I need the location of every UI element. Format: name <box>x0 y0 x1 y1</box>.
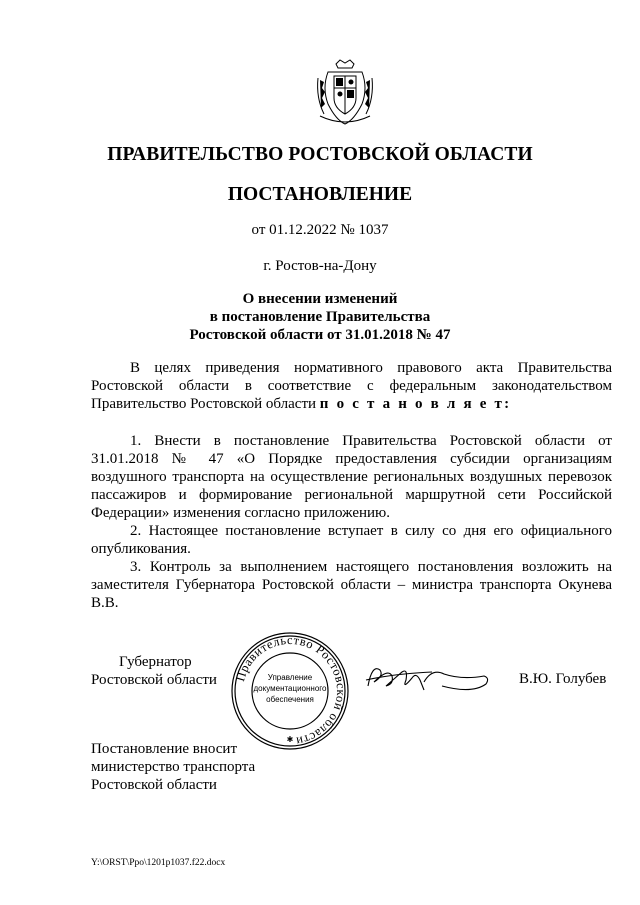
svg-text:обеспечения: обеспечения <box>266 695 314 704</box>
signatory-position <box>91 653 217 689</box>
official-seal-stamp <box>229 630 351 752</box>
subject-line-1: О внесении изменений <box>242 291 398 307</box>
svg-text:документационного: документационного <box>253 684 327 693</box>
file-path: Y:\ORST\Ppo\1201p1037.f22.docx <box>91 858 226 868</box>
government-title: ПРАВИТЕЛЬСТВО РОСТОВСКОЙ ОБЛАСТИ <box>107 144 533 165</box>
document-city: г. Ростов-на-Дону <box>263 258 377 274</box>
svg-text:✱: ✱ <box>286 735 294 744</box>
signer-name: В.Ю. Голубев <box>519 671 607 687</box>
document-subject <box>0 290 640 344</box>
document-type-title: ПОСТАНОВЛЕНИЕ <box>227 184 413 205</box>
preamble-paragraph <box>91 359 612 413</box>
document-date-number: от 01.12.2022 № 1037 <box>251 222 389 238</box>
signatory-position-line-1: Губернатор <box>119 654 192 670</box>
svg-text:Правительство Ростовской облас: Правительство Ростовской области <box>233 632 349 749</box>
decree-item-3: 3. Контроль за выполнением настоящего постановления возложить на заместителя Губернатора Ростовской области – министра транспорта Окунева В.В. <box>91 559 612 611</box>
decree-item-1: 1. Внести в постановление Правительства Ростовской области от 31.01.2018 № 47 «О Порядке предоставления субсидии организациям воздушного транспорта на осуществление региональных воздушных перевозок пассажиров и формирование региональной маршрутной сети Российской Федерации» изменения согласно приложению. <box>91 433 612 521</box>
subject-line-3: Ростовской области от 31.01.2018 № 47 <box>189 327 451 343</box>
coat-of-arms-emblem <box>314 58 376 126</box>
decree-items <box>91 432 612 612</box>
decree-item-2: 2. Настоящее постановление вступает в силу со дня его официального опубликования. <box>91 523 612 557</box>
handwritten-signature <box>362 658 492 698</box>
preamble-text: В целях приведения нормативного правового акта Правительства Ростовской области в соответствие с федеральным законодательством Правительство Ростовской области <box>91 360 612 412</box>
signatory-position-line-2: Ростовской области <box>91 672 217 688</box>
decree-word: п о с т а н о в л я е т: <box>319 396 512 412</box>
subject-line-2: в постановление Правительства <box>209 309 431 325</box>
submitted-by-line-2: министерство транспорта <box>91 759 256 775</box>
submitted-by-line-1: Постановление вносит <box>91 741 238 757</box>
submitted-by-line-3: Ростовской области <box>91 777 217 793</box>
svg-text:Управление: Управление <box>267 673 313 682</box>
submitted-by-note <box>91 740 255 794</box>
